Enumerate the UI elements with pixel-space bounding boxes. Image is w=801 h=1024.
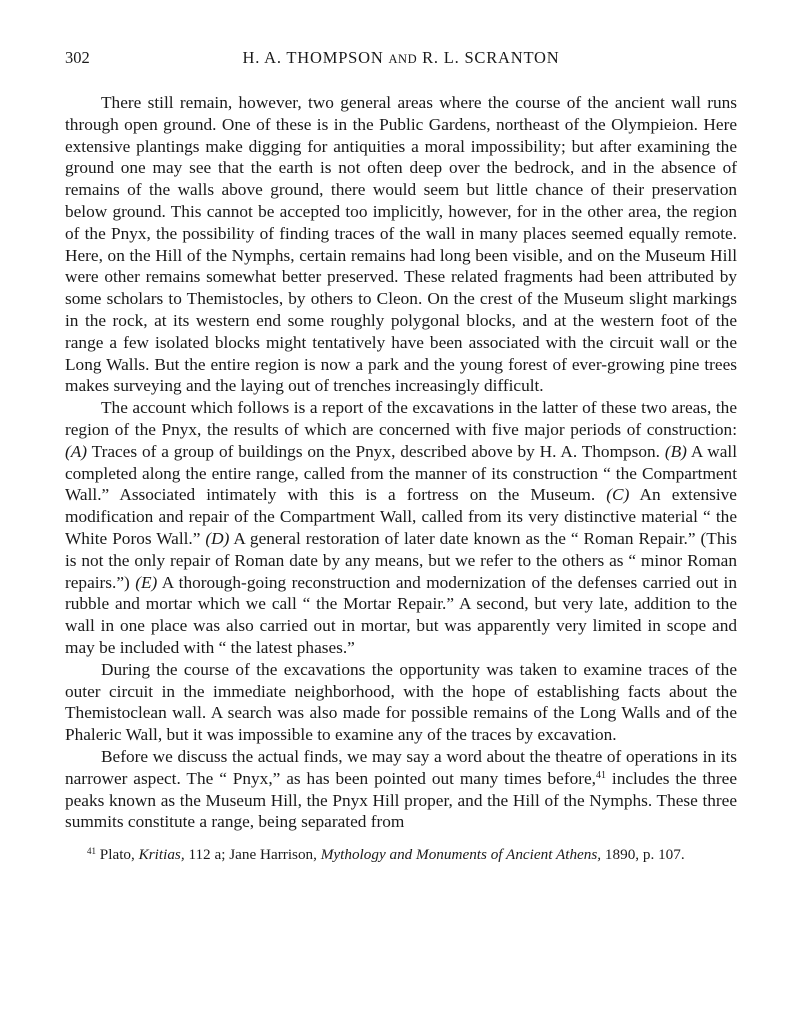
period-label-e: (E) [135,572,158,592]
paragraph-4-part: Before we discuss the actual finds, we may say a word about the theatre of operations in its narrower aspect. The “ Pnyx,” as has been pointed out many times before, [65,746,737,788]
author-scranton: R. L. SCRANTON [422,48,560,67]
author-thompson: H. A. THOMPSON [242,48,384,67]
paragraph-2-part: An extensive modification and repair of the Compartment Wall, called from its very distinctive material “ the White Poros Wall.” [65,485,737,548]
page-number: 302 [65,48,90,67]
running-header [65,48,737,78]
body-text [65,92,737,833]
footnote-text: 112 a; Jane Harrison, [184,846,321,864]
footnote-reference[interactable]: 41 [595,769,606,781]
paragraph-2 [65,397,737,659]
paragraph-4-part: includes the three peaks known as the Museum Hill, the Pnyx Hill proper, and the Hill of the Nymphs. These three summits constitute a range, being separated from [65,768,738,832]
footnote-text: Plato, [96,846,139,864]
footnote-text: 1890, p. 107. [601,846,685,864]
running-title [65,48,737,68]
conjunction: AND [388,52,418,66]
paragraph-3: During the course of the excavations the opportunity was taken to examine traces of the outer circuit in the immediate neighborhood, with the hope of establishing facts about the Themistoclean wall. A search was also made for possible remains of the Long Walls and of the Phaleric Wall, but it was impossible to examine any of the traces by excavation. [65,659,737,745]
footnote [65,845,737,865]
period-label-a: (A) [65,441,88,461]
paragraph-2-part: Traces of a group of buildings on the Pnyx, described above by H. A. Thompson. [87,441,665,461]
paragraph-2-part: The account which follows is a report of the excavations in the latter of these two areas, the region of the Pnyx, the results of which are concerned with five major periods of construction: [65,398,737,439]
paragraph-1: There still remain, however, two general areas where the course of the ancient wall runs through open ground. One of these is in the Public Gardens, northeast of the Olympieion. Here extensive plantings make digging for antiquities a moral impossibility; but after examining the ground one may see that the earth is not often deep over the bedrock, and in the absence of remains of the walls above ground, there would seem but little chance of their preservation below ground. This cannot be accepted too implicitly, however, for in the other area, the region of the Pnyx, the possibility of finding traces of the wall in many places seemed equally remote. Here, on the Hill of the Nymphs, certain remains had long been visible, and on the Museum Hill were other remains somewhat better preserved. These related fragments had been attributed by some scholars to Themistocles, by others to Cleon. On the crest of the Museum slight markings in the rock, at its western end some roughly polygonal blocks, and at the western foot of the range a few isolated blocks might tentatively have been associated with the circuit wall or the Long Walls. But the entire region is now a park and the young forest of ever-growing pine trees makes surveying and the laying out of trenches increasingly difficult. [65,93,737,396]
paragraph-2-part: A wall completed along the entire range, called from the manner of its construction “ the Compartment Wall.” Associated intimately with this is a fortress on the Museum. [65,441,738,505]
footnote-work-title: Kritias, [138,846,185,864]
period-label-b: (B) [664,441,687,461]
paragraph-2-part: A thorough-going reconstruction and modernization of the defenses carried out in rubble and mortar which we call “ the Mortar Repair.” A second, but very late, addition to the wall in one place was also carried out in mortar, but was apparently very limited in scope and may be included with “ the latest phases.” [65,572,737,657]
period-label-c: (C) [606,485,630,505]
footnote-number: 41 [87,846,96,857]
paragraph-4 [65,746,737,833]
paragraph-2-part: A general restoration of later date known as the “ Roman Repair.” (This is not the only repair of Roman date by any means, but we refer to the others as “ minor Roman repairs.”) [65,528,737,592]
period-label-d: (D) [205,528,230,548]
footnote-work-title: Mythology and Monuments of Ancient Athens, [320,846,602,864]
page [65,48,737,865]
